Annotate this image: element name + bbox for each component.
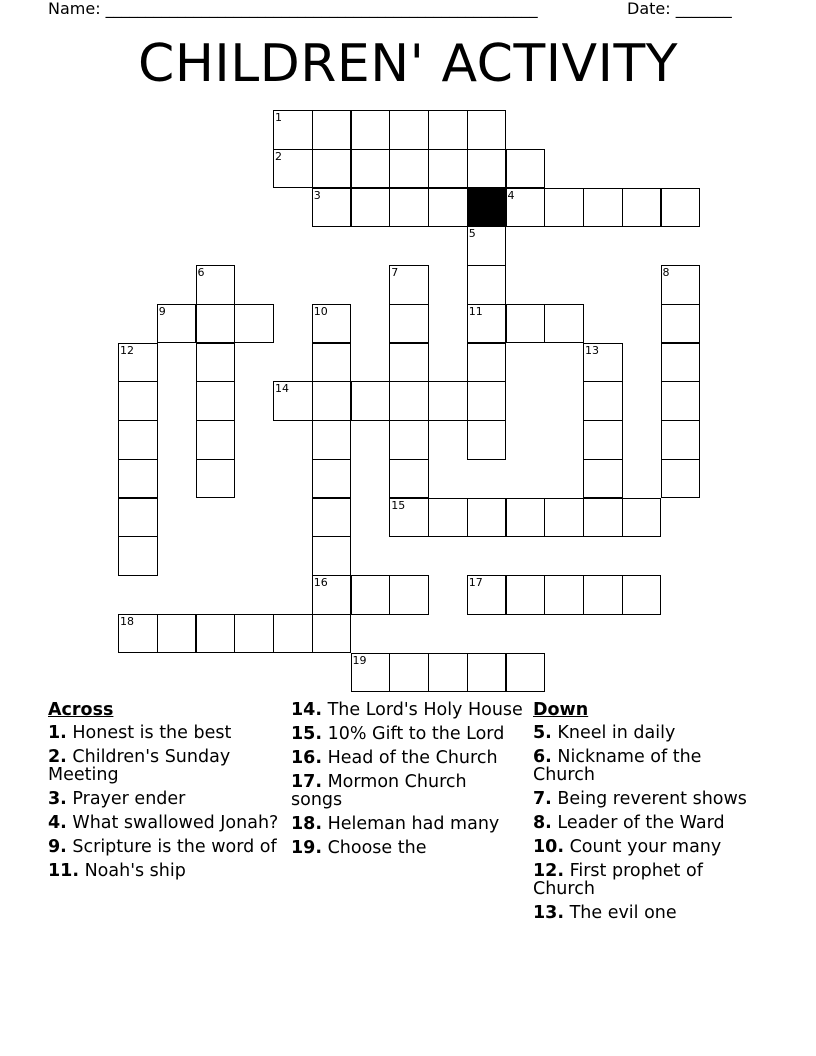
clue-number-label: 7: [391, 266, 399, 279]
grid-cell[interactable]: [506, 498, 546, 538]
grid-cell[interactable]: [312, 304, 352, 344]
grid-cell[interactable]: [389, 420, 429, 460]
grid-cell[interactable]: [467, 149, 507, 189]
grid-cell[interactable]: [196, 381, 236, 421]
grid-cell[interactable]: [661, 381, 701, 421]
grid-cell[interactable]: [118, 614, 158, 654]
grid-cell[interactable]: [622, 498, 662, 538]
grid-cell[interactable]: [351, 110, 391, 150]
grid-cell[interactable]: [583, 381, 623, 421]
grid-cell[interactable]: [506, 575, 546, 615]
clue-number-label: 3: [313, 188, 321, 202]
grid-cell[interactable]: [389, 653, 429, 693]
clue-number-label: 2: [275, 149, 282, 163]
grid-cell[interactable]: [312, 459, 352, 499]
clue-number-label: 14: [275, 382, 289, 396]
grid-cell[interactable]: [234, 614, 274, 654]
grid-cell[interactable]: [273, 614, 313, 654]
grid-cell[interactable]: [467, 343, 507, 383]
across-clue: 18. Heleman had many: [291, 814, 500, 834]
grid-cell[interactable]: [234, 304, 274, 344]
clue-number-label: 10: [313, 304, 328, 318]
grid-cell[interactable]: [467, 110, 507, 150]
grid-cell[interactable]: [389, 575, 429, 615]
grid-cell[interactable]: [196, 420, 236, 460]
down-clue: 8. Leader of the Ward: [533, 813, 725, 833]
grid-cell[interactable]: [467, 420, 507, 460]
grid-cell[interactable]: [118, 420, 158, 460]
across-clue: 17. Mormon Church songs: [291, 772, 467, 810]
down-clue: 7. Being reverent shows: [533, 789, 747, 809]
down-clues-column: [533, 701, 765, 928]
grid-cell[interactable]: [273, 110, 313, 150]
grid-cell[interactable]: [196, 459, 236, 499]
grid-cell[interactable]: [389, 110, 429, 150]
grid-cell[interactable]: [544, 304, 584, 344]
grid-cell[interactable]: [661, 459, 701, 499]
clue-number-label: 12: [120, 343, 134, 357]
grid-cell[interactable]: [467, 304, 507, 344]
across-clue: 19. Choose the: [291, 838, 427, 858]
grid-cell[interactable]: [389, 498, 429, 538]
grid-cell[interactable]: [506, 304, 546, 344]
grid-cell[interactable]: [312, 110, 352, 150]
grid-cell[interactable]: [389, 149, 429, 189]
grid-cell[interactable]: [312, 498, 352, 538]
clue-number-label: 11: [468, 304, 483, 318]
grid-cell[interactable]: [544, 188, 584, 228]
grid-cell[interactable]: [389, 304, 429, 344]
grid-cell[interactable]: [312, 614, 352, 654]
grid-cell[interactable]: [428, 653, 468, 693]
blocked-cell: [467, 188, 507, 228]
grid-cell[interactable]: [118, 381, 158, 421]
clue-number-label: 13: [585, 343, 599, 357]
date-field-line: Date: _______: [627, 0, 732, 18]
grid-cell[interactable]: [506, 149, 546, 189]
clue-number-label: 9: [158, 304, 166, 318]
across-clue: 15. 10% Gift to the Lord: [291, 724, 505, 744]
grid-cell[interactable]: [467, 226, 507, 266]
grid-cell[interactable]: [583, 459, 623, 499]
name-field-line: Name: ______________________________________________________: [48, 0, 538, 18]
across-clue: 4. What swallowed Jonah?: [48, 813, 279, 833]
grid-cell[interactable]: [389, 343, 429, 383]
grid-cell[interactable]: [622, 188, 662, 228]
across-clue: 16. Head of the Church: [291, 748, 498, 768]
clue-number-label: 4: [507, 188, 515, 202]
grid-cell[interactable]: [351, 653, 391, 693]
across-clue: 9. Scripture is the word of: [48, 837, 277, 857]
grid-cell[interactable]: [389, 459, 429, 499]
grid-cell[interactable]: [428, 188, 468, 228]
grid-cell[interactable]: [389, 381, 429, 421]
grid-cell[interactable]: [583, 575, 623, 615]
grid-cell[interactable]: [583, 420, 623, 460]
grid-cell[interactable]: [351, 188, 391, 228]
across-clue: 14. The Lord's Holy House: [291, 700, 523, 720]
grid-cell[interactable]: [312, 420, 352, 460]
grid-cell[interactable]: [428, 498, 468, 538]
grid-cell[interactable]: [467, 575, 507, 615]
grid-cell[interactable]: [312, 536, 352, 576]
grid-cell[interactable]: [118, 536, 158, 576]
grid-cell[interactable]: [312, 343, 352, 383]
grid-cell[interactable]: [312, 575, 352, 615]
clue-number-label: 18: [120, 614, 134, 628]
grid-cell[interactable]: [196, 265, 236, 305]
grid-cell[interactable]: [467, 381, 507, 421]
across-clue: 11. Noah's ship: [48, 861, 186, 881]
down-clue: 12. First prophet of Church: [533, 861, 703, 899]
grid-cell[interactable]: [661, 188, 701, 228]
grid-cell[interactable]: [196, 343, 236, 383]
grid-cell[interactable]: [351, 149, 391, 189]
clue-number-label: 8: [662, 266, 670, 279]
grid-cell[interactable]: [544, 575, 584, 615]
grid-cell[interactable]: [312, 149, 352, 189]
grid-cell[interactable]: [312, 381, 352, 421]
grid-cell[interactable]: [467, 498, 507, 538]
grid-cell[interactable]: [661, 304, 701, 344]
grid-cell[interactable]: [273, 149, 313, 189]
clue-number-label: 1: [275, 111, 282, 124]
down-clue: 5. Kneel in daily: [533, 723, 676, 743]
grid-cell[interactable]: [428, 381, 468, 421]
grid-cell[interactable]: [351, 381, 391, 421]
grid-cell[interactable]: [196, 614, 236, 654]
grid-cell[interactable]: [157, 614, 197, 654]
grid-cell[interactable]: [118, 498, 158, 538]
grid-cell[interactable]: [389, 188, 429, 228]
grid-cell[interactable]: [273, 381, 313, 421]
grid-cell[interactable]: [622, 575, 662, 615]
across-clue: 2. Children's Sunday Meeting: [48, 747, 231, 785]
clue-number-label: 17: [468, 576, 483, 589]
page-title: CHILDREN' ACTIVITY: [138, 34, 678, 94]
down-clue: 6. Nickname of the Church: [533, 747, 702, 785]
grid-cell[interactable]: [118, 459, 158, 499]
grid-cell[interactable]: [661, 420, 701, 460]
grid-cell[interactable]: [467, 265, 507, 305]
clue-number-label: 6: [197, 266, 205, 279]
clue-number-label: 15: [391, 498, 406, 512]
grid-cell[interactable]: [428, 110, 468, 150]
grid-cell[interactable]: [312, 188, 352, 228]
grid-cell[interactable]: [583, 188, 623, 228]
grid-cell[interactable]: [118, 343, 158, 383]
across-clues-column-continued: [291, 701, 523, 863]
down-clue: 10. Count your many: [533, 837, 722, 857]
across-heading: Across: [48, 700, 114, 720]
down-heading: Down: [533, 700, 589, 720]
grid-cell[interactable]: [351, 575, 391, 615]
grid-cell[interactable]: [196, 304, 236, 344]
grid-cell[interactable]: [506, 653, 546, 693]
grid-cell[interactable]: [583, 343, 623, 383]
clue-number-label: 5: [468, 227, 476, 241]
grid-cell[interactable]: [583, 498, 623, 538]
grid-cell[interactable]: [544, 498, 584, 538]
grid-cell[interactable]: [661, 265, 701, 305]
down-clue: 13. The evil one: [533, 903, 677, 923]
across-clues-column: [48, 701, 280, 886]
grid-cell[interactable]: [428, 149, 468, 189]
across-clue: 3. Prayer ender: [48, 789, 186, 809]
clue-number-label: 19: [352, 653, 367, 667]
grid-cell[interactable]: [506, 188, 546, 228]
across-clue: 1. Honest is the best: [48, 723, 232, 743]
clue-number-label: 16: [313, 576, 328, 589]
grid-cell[interactable]: [661, 343, 701, 383]
grid-cell[interactable]: [389, 265, 429, 305]
grid-cell[interactable]: [157, 304, 197, 344]
grid-cell[interactable]: [467, 653, 507, 693]
